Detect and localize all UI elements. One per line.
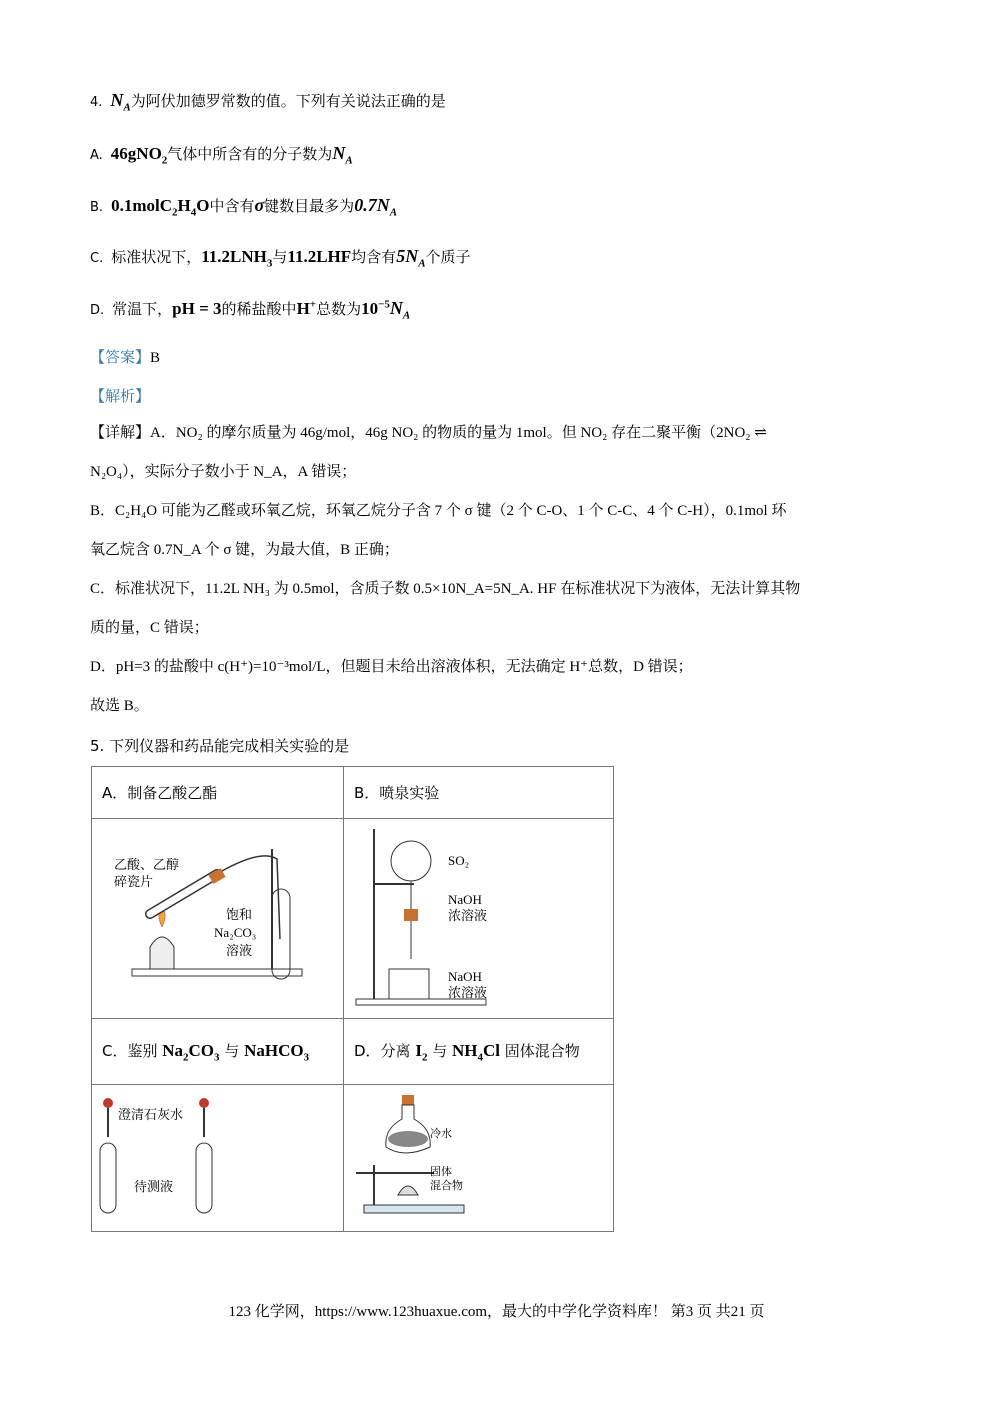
ester-apparatus-figure	[92, 819, 343, 1014]
label-solid: 固体	[430, 1166, 452, 1178]
sublimation-figure	[344, 1085, 613, 1227]
detail-line-7: D．pH=3 的盐酸中 c(H⁺)=10⁻³mol/L，但题目未给出溶液体积，无法确定 H⁺总数，D 错误；	[90, 659, 693, 675]
label-conc-2: 浓溶液	[448, 985, 488, 1000]
label-acid-alcohol: 乙酸、乙醇	[114, 857, 180, 872]
cell-b-figure	[344, 819, 614, 1019]
label-sample: 待测液	[134, 1179, 174, 1194]
identify-test-figure	[92, 1085, 343, 1227]
label-limewater: 澄清石灰水	[118, 1107, 184, 1122]
fountain-apparatus-figure	[344, 819, 613, 1014]
label-chips: 碎瓷片	[114, 874, 154, 889]
detail-line-5: C．标准状况下，11.2L NH₃ 为 0.5mol，含质子数 0.5×10N_A=5N_A. HF 在标准状况下为液体，无法计算其物	[90, 581, 801, 597]
label-na2co3: Na₂CO₃	[214, 925, 257, 940]
label-naoh-2: NaOH	[448, 969, 482, 984]
detail-line-3: B．C₂H₄O 可能为乙醛或环氧乙烷，环氧乙烷分子含 7 个 σ 键（2 个 C-O、1 个 C-C、4 个 C-H），0.1mol 环	[90, 503, 787, 519]
answer-line: 【答案】B	[90, 348, 161, 366]
cell-b-title: B．喷泉实验	[344, 767, 614, 819]
q4-stem: 4. $N_A$为阿伏加德罗常数的值。下列有关说法正确的是	[90, 90, 446, 114]
label-naoh-1: NaOH	[448, 892, 482, 907]
detail-line-1: 【详解】A．NO₂ 的摩尔质量为 46g/mol，46g NO₂ 的物质的量为 1mol。但 NO₂ 存在二聚平衡（2NO₂ ⇌	[90, 423, 767, 441]
cell-a-title: A．制备乙酸乙酯	[92, 767, 344, 819]
q4-option-a: A. 46gNO$_2$气体中所含有的分子数为$N_A$	[90, 143, 353, 167]
cell-c-figure	[92, 1085, 344, 1232]
detail-line-6: 质的量，C 错误；	[90, 620, 209, 636]
label-mixture: 混合物	[430, 1180, 463, 1192]
cell-d-title: D．分离 $I_2$ 与 $NH_4Cl$ 固体混合物	[344, 1019, 614, 1085]
analysis-label: 【解析】	[90, 387, 151, 405]
label-solution: 溶液	[226, 943, 253, 958]
label-conc-1: 浓溶液	[448, 908, 488, 923]
label-saturated: 饱和	[226, 907, 253, 922]
cell-a-figure	[92, 819, 344, 1019]
q5-stem: 5. 下列仪器和药品能完成相关实验的是	[90, 737, 350, 755]
page-footer: 123 化学网，https://www.123huaxue.com，最大的中学化学资料库！ 第3 页 共21 页	[228, 1304, 765, 1320]
cell-c-title: C．鉴别 $Na_2CO_3$ 与 NaHCO$_3$	[92, 1019, 344, 1085]
cell-d-figure	[344, 1085, 614, 1232]
q4-option-d: D. 常温下，pH = 3的稀盐酸中H+总数为$10^{-5}N_A$	[90, 298, 411, 322]
label-cold-water: 冷水	[430, 1128, 452, 1140]
q5-options-table	[91, 766, 614, 1232]
detail-line-4: 氧乙烷含 0.7N_A 个 σ 键，为最大值，B 正确；	[90, 542, 399, 558]
na-symbol: $N_A$	[110, 90, 131, 114]
label-so2: SO₂	[448, 853, 470, 868]
detail-line-2: N₂O₄），实际分子数小于 N_A，A 错误；	[90, 464, 357, 480]
detail-line-8: 故选 B。	[90, 698, 149, 714]
detail-block	[90, 413, 910, 726]
q4-option-c: C. 标准状况下，$11.2LNH_3$与11.2LHF均含有$5N_A$个质子	[90, 246, 471, 270]
q4-option-b: B. $0.1molC_2H_4O$中含有σ键数目最多为$0.7N_A$	[90, 195, 398, 219]
